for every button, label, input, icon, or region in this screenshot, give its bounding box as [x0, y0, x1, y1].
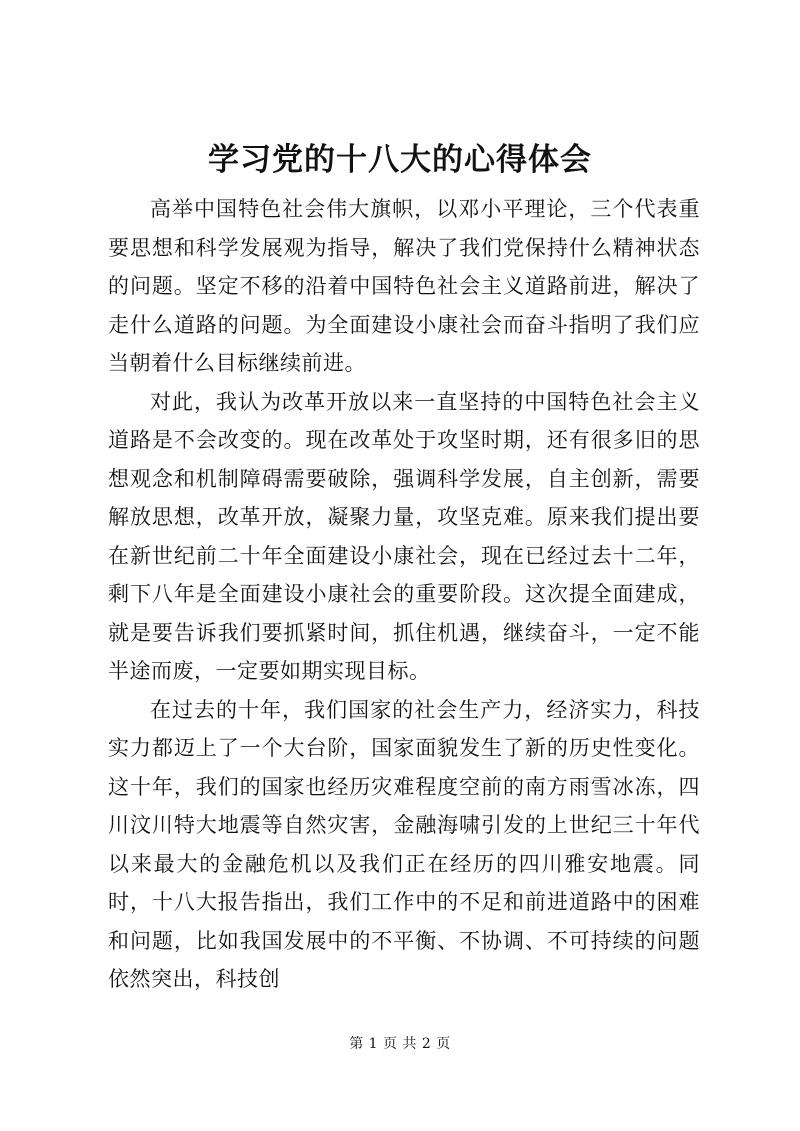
paragraph-1: 高举中国特色社会伟大旗帜，以邓小平理论，三个代表重要思想和科学发展观为指导，解决了我们党保持什么精神状态的问题。坚定不移的沿着中国特色社会主义道路前进，解决了走什么道路的问题。为全面建设小康社会而奋斗指明了我们应当朝着什么目标继续前进。 — [108, 197, 700, 375]
paragraph-2: 对此，我认为改革开放以来一直坚持的中国特色社会主义道路是不会改变的。现在改革处于攻坚时期，还有很多旧的思想观念和机制障碍需要破除，强调科学发展，自主创新，需要解放思想，改革开放，凝聚力量，攻坚克难。原来我们提出要在新世纪前二十年全面建设小康社会，现在已经过去十二年，剩下八年是全面建设小康社会的重要阶段。这次提全面建成，就是要告诉我们要抓紧时间，抓住机遇，继续奋斗，一定不能半途而废，一定要如期实现目标。 — [108, 389, 700, 683]
document-body — [108, 190, 700, 999]
page-footer: 第 1 页 共 2 页 — [349, 1036, 451, 1052]
paragraph-3: 在过去的十年，我们国家的社会生产力，经济实力，科技实力都迈上了一个大台阶，国家面貌发生了新的历史性变化。这十年，我们的国家也经历灾难程度空前的南方雨雪冰冻，四川汶川特大地震等自然灾害，金融海啸引发的上世纪三十年代以来最大的金融危机以及我们正在经历的四川雅安地震。同时，十八大报告指出，我们工作中的不足和前进道路中的困难和问题，比如我国发展中的不平衡、不协调、不可持续的问题依然突出，科技创 — [108, 697, 700, 991]
document-title: 学习党的十八大的心得体会 — [208, 142, 592, 178]
